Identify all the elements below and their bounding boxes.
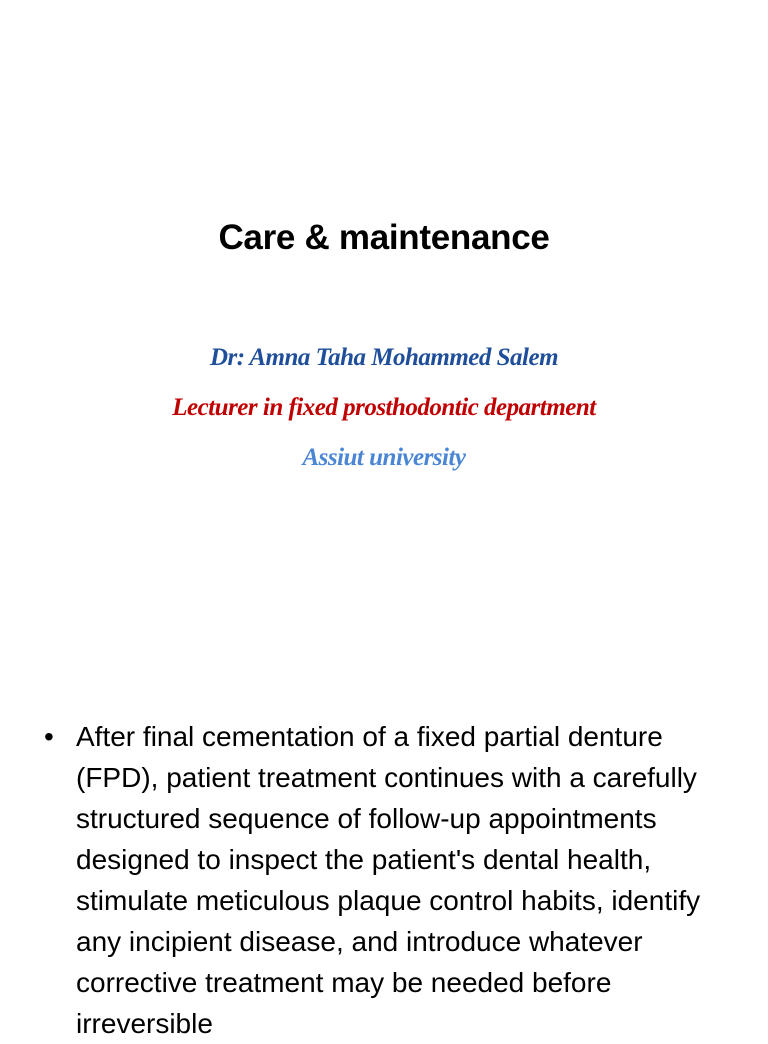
author-name: Dr: Amna Taha Mohammed Salem [209,344,559,371]
author-university: Assiut university [302,444,466,471]
content-slide [0,680,768,1039]
bullet-marker: • [44,721,54,752]
bullet-list [44,716,734,1044]
slide-title: Care & maintenance [218,218,550,257]
author-position: Lecturer in fixed prosthodontic department [172,394,596,421]
bullet-item [44,716,734,1044]
bullet-text: After final cementation of a fixed partial denture (FPD), patient treatment continues with a carefully structured sequence of follow-up appointments designed to inspect the patient's dental health, stimulate meticulous plaque control habits, identify any incipient disease, and introduce whatever corrective treatment may be needed before irreversible [76,721,701,1039]
